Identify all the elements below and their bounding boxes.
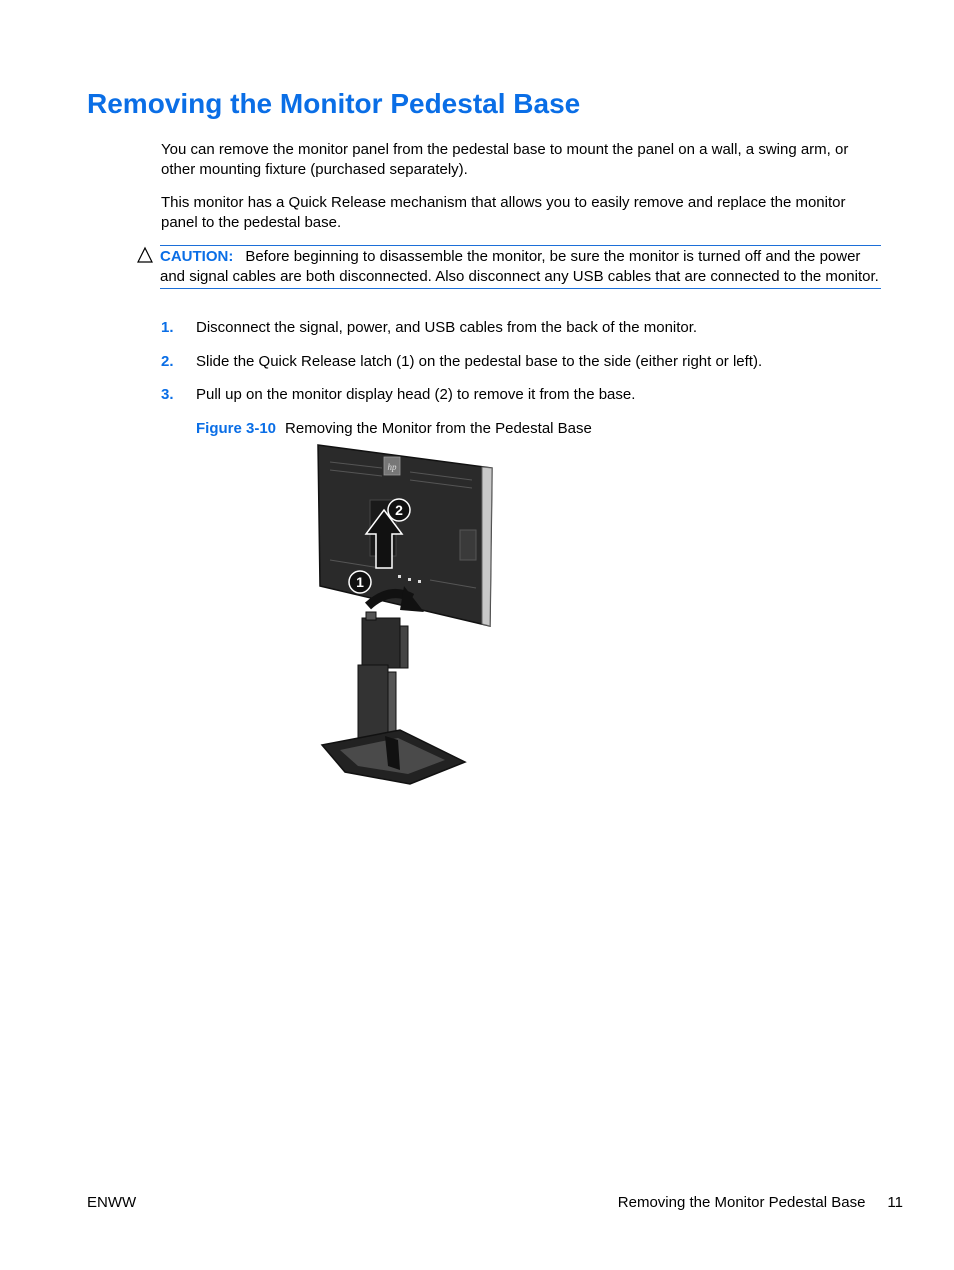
callout-1: 1 (356, 574, 364, 590)
footer-section (618, 1193, 903, 1212)
step-number: 2. (161, 353, 174, 370)
quick-release-paragraph: This monitor has a Quick Release mechanism that allows you to easily remove and replace the monitor panel to the pedestal base. (161, 194, 846, 231)
caution-text: Before beginning to disassemble the monitor, be sure the monitor is turned off and the power and signal cables are both disconnected. Also disconnect any USB cables that are connected to the monitor. (160, 248, 879, 285)
caution-notice (160, 245, 881, 289)
footer-section-title: Removing the Monitor Pedestal Base (617, 1194, 866, 1211)
step-text: Pull up on the monitor display head (2) to remove it from the base. (196, 386, 636, 403)
step-number: 1. (161, 319, 174, 336)
warning-triangle-icon (137, 246, 153, 264)
figure-caption-text: Removing the Monitor from the Pedestal Base (285, 420, 592, 437)
step-text: Slide the Quick Release latch (1) on the pedestal base to the side (either right or left). (196, 353, 763, 370)
svg-text:hp: hp (387, 462, 397, 472)
intro-paragraph: You can remove the monitor panel from the pedestal base to mount the panel on a wall, a swing arm, or other mounting fixture (purchased separately). (161, 141, 849, 178)
monitor-removal-illustration (300, 440, 510, 790)
caution-label: CAUTION: (160, 248, 234, 265)
callout-2: 2 (395, 502, 403, 518)
page-title: Removing the Monitor Pedestal Base (87, 88, 581, 119)
footer-doc-code: ENWW (87, 1194, 137, 1211)
page-number: 11 (887, 1194, 903, 1211)
step-number: 3. (161, 386, 174, 403)
step-text: Disconnect the signal, power, and USB cables from the back of the monitor. (196, 319, 698, 336)
figure-caption (196, 419, 592, 438)
figure-label: Figure 3-10 (196, 420, 277, 437)
